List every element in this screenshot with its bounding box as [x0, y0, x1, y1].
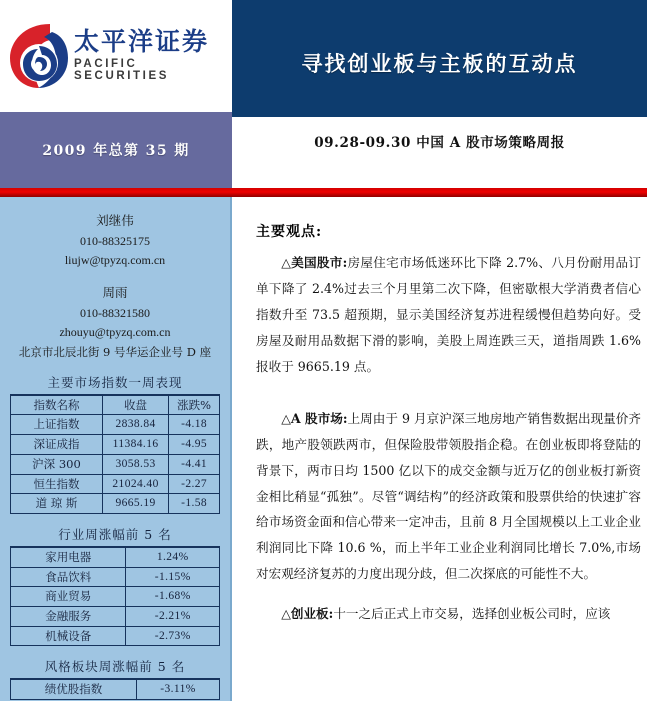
header-logo-area: [0, 0, 232, 112]
index-table: [10, 394, 220, 514]
col-close: 收盘: [102, 395, 168, 415]
brand-name-cn: 太平洋证券: [74, 26, 210, 56]
contact-phone-1: 010-88325175: [80, 233, 150, 248]
main-content: [234, 197, 647, 701]
style-table-block: [10, 655, 220, 700]
main-heading: 主要观点:: [256, 224, 323, 240]
industry-change: -2.73%: [126, 626, 220, 646]
style-name: 绩优股指数: [11, 679, 137, 699]
contact-name-1: 刘继伟: [96, 213, 134, 228]
index-close: 11384.16: [102, 435, 168, 455]
table-row: [11, 454, 220, 474]
paragraph-text: 上周由于 9 月京沪深三地房地产销售数据出现量价齐跌，地产股领跌两市，但保险股带领股指企稳。在创业板即将登陆的背景下，两市日均 1500 亿以下的成交金额与近万亿的创业板打新资金相比稍显“孤独”。尽管“调结构”的经济政策和股票供给的快速扩容给市场资金面和信心带来一定冲击，且前 8 月全国规模以上工业企业利润同比下降 10.6 %，而上半年工业企业利润同比增长 7.0%,市场对宏观经济复苏的力度出现分歧，但二次探底的可能性不大。: [256, 410, 641, 582]
issue-band: [0, 112, 232, 188]
index-change: -4.41: [169, 454, 220, 474]
contact-spacer: [0, 270, 230, 283]
index-change: -2.27: [169, 474, 220, 494]
paragraph-marker: △A 股市场:: [281, 410, 348, 426]
contact-name-2: 周雨: [102, 285, 128, 300]
paragraph-marker: △创业板:: [281, 606, 334, 622]
paragraph-text: 十一之后正式上市交易，选择创业板公司时，应该: [333, 606, 611, 622]
index-name: 恒生指数: [11, 474, 103, 494]
brand-wordmark: [74, 26, 228, 82]
table-row: [11, 679, 220, 699]
paragraph-spacer: [256, 394, 641, 406]
contact-email-2[interactable]: zhouyu@tpyzq.com.cn: [59, 324, 171, 339]
brand-logo: [6, 14, 228, 96]
paragraph-us-market: [256, 250, 641, 380]
index-change: -4.18: [169, 415, 220, 435]
industry-change: -1.68%: [126, 587, 220, 607]
index-table-caption: 主要市场指数一周表现: [47, 374, 183, 390]
industry-table-block: [10, 523, 220, 646]
industry-name: 机械设备: [11, 626, 126, 646]
page-title: 寻找创业板与主板的互动点: [301, 50, 578, 76]
table-row: [11, 494, 220, 514]
style-change: -3.11%: [136, 679, 219, 699]
paragraph-marker: △美国股市:: [281, 255, 348, 270]
red-divider: [0, 188, 647, 197]
industry-table-caption: 行业周涨幅前 5 名: [58, 526, 172, 542]
paragraph-chinext: [256, 601, 641, 627]
index-close: 21024.40: [102, 474, 168, 494]
industry-change: -1.15%: [126, 567, 220, 587]
paragraph-a-share-market: [256, 406, 641, 588]
col-index-name: 指数名称: [11, 395, 103, 415]
table-row: [11, 606, 220, 626]
table-row: [11, 547, 220, 567]
industry-name: 商业贸易: [11, 587, 126, 607]
table-row: [11, 474, 220, 494]
index-change: -4.95: [169, 435, 220, 455]
style-table-caption: 风格板块周涨幅前 5 名: [44, 659, 186, 675]
index-table-block: [10, 371, 220, 514]
industry-name: 食品饮料: [11, 567, 126, 587]
paragraph-text: 房屋住宅市场低迷环比下降 2.7%、八月份耐用品订单下降了 2.4%过去三个月里第二次下降，但密歇根大学消费者信心指数升至 73.5 超预期，显示美国经济复苏进程缓慢但趋势向好。受房屋及耐用品数据下滑的影响，美股上周连跌三天，道指周跌 1.6%报收于 9665.19 点。: [256, 255, 641, 374]
table-row: [11, 567, 220, 587]
table-row: [11, 415, 220, 435]
index-close: 9665.19: [102, 494, 168, 514]
index-name: 上证指数: [11, 415, 103, 435]
table-row: [11, 626, 220, 646]
style-table: [10, 678, 220, 700]
industry-name: 金融服务: [11, 606, 126, 626]
index-name: 深证成指: [11, 435, 103, 455]
pacific-spiral-logo-icon: [6, 20, 68, 90]
industry-name: 家用电器: [11, 547, 126, 567]
industry-change: -2.21%: [126, 606, 220, 626]
brand-name-en: PACIFIC SECURITIES: [74, 57, 170, 82]
index-name: 沪深 300: [11, 454, 103, 474]
issue-label: 2009 年总第 35 期: [42, 143, 190, 159]
industry-table: [10, 546, 220, 646]
sidebar: [0, 197, 232, 701]
contact-email-1[interactable]: liujw@tpyzq.com.cn: [64, 252, 166, 267]
report-subtitle: 09.28-09.30 中国 A 股市场策略周报: [314, 135, 565, 151]
contact-phone-2: 010-88321580: [80, 305, 150, 320]
table-header-row: [11, 395, 220, 415]
subtitle-area: [232, 117, 647, 188]
table-row: [11, 435, 220, 455]
index-name: 道 琼 斯: [11, 494, 103, 514]
industry-change: 1.24%: [126, 547, 220, 567]
index-close: 3058.53: [102, 454, 168, 474]
index-change: -1.58: [169, 494, 220, 514]
contact-block: [0, 197, 230, 362]
index-close: 2838.84: [102, 415, 168, 435]
company-address: 北京市北辰北街 9 号华运企业号 D 座: [18, 345, 212, 359]
table-row: [11, 587, 220, 607]
col-change: 涨跌%: [169, 395, 220, 415]
page-header: [0, 0, 647, 112]
subtitle-band: [0, 112, 647, 188]
